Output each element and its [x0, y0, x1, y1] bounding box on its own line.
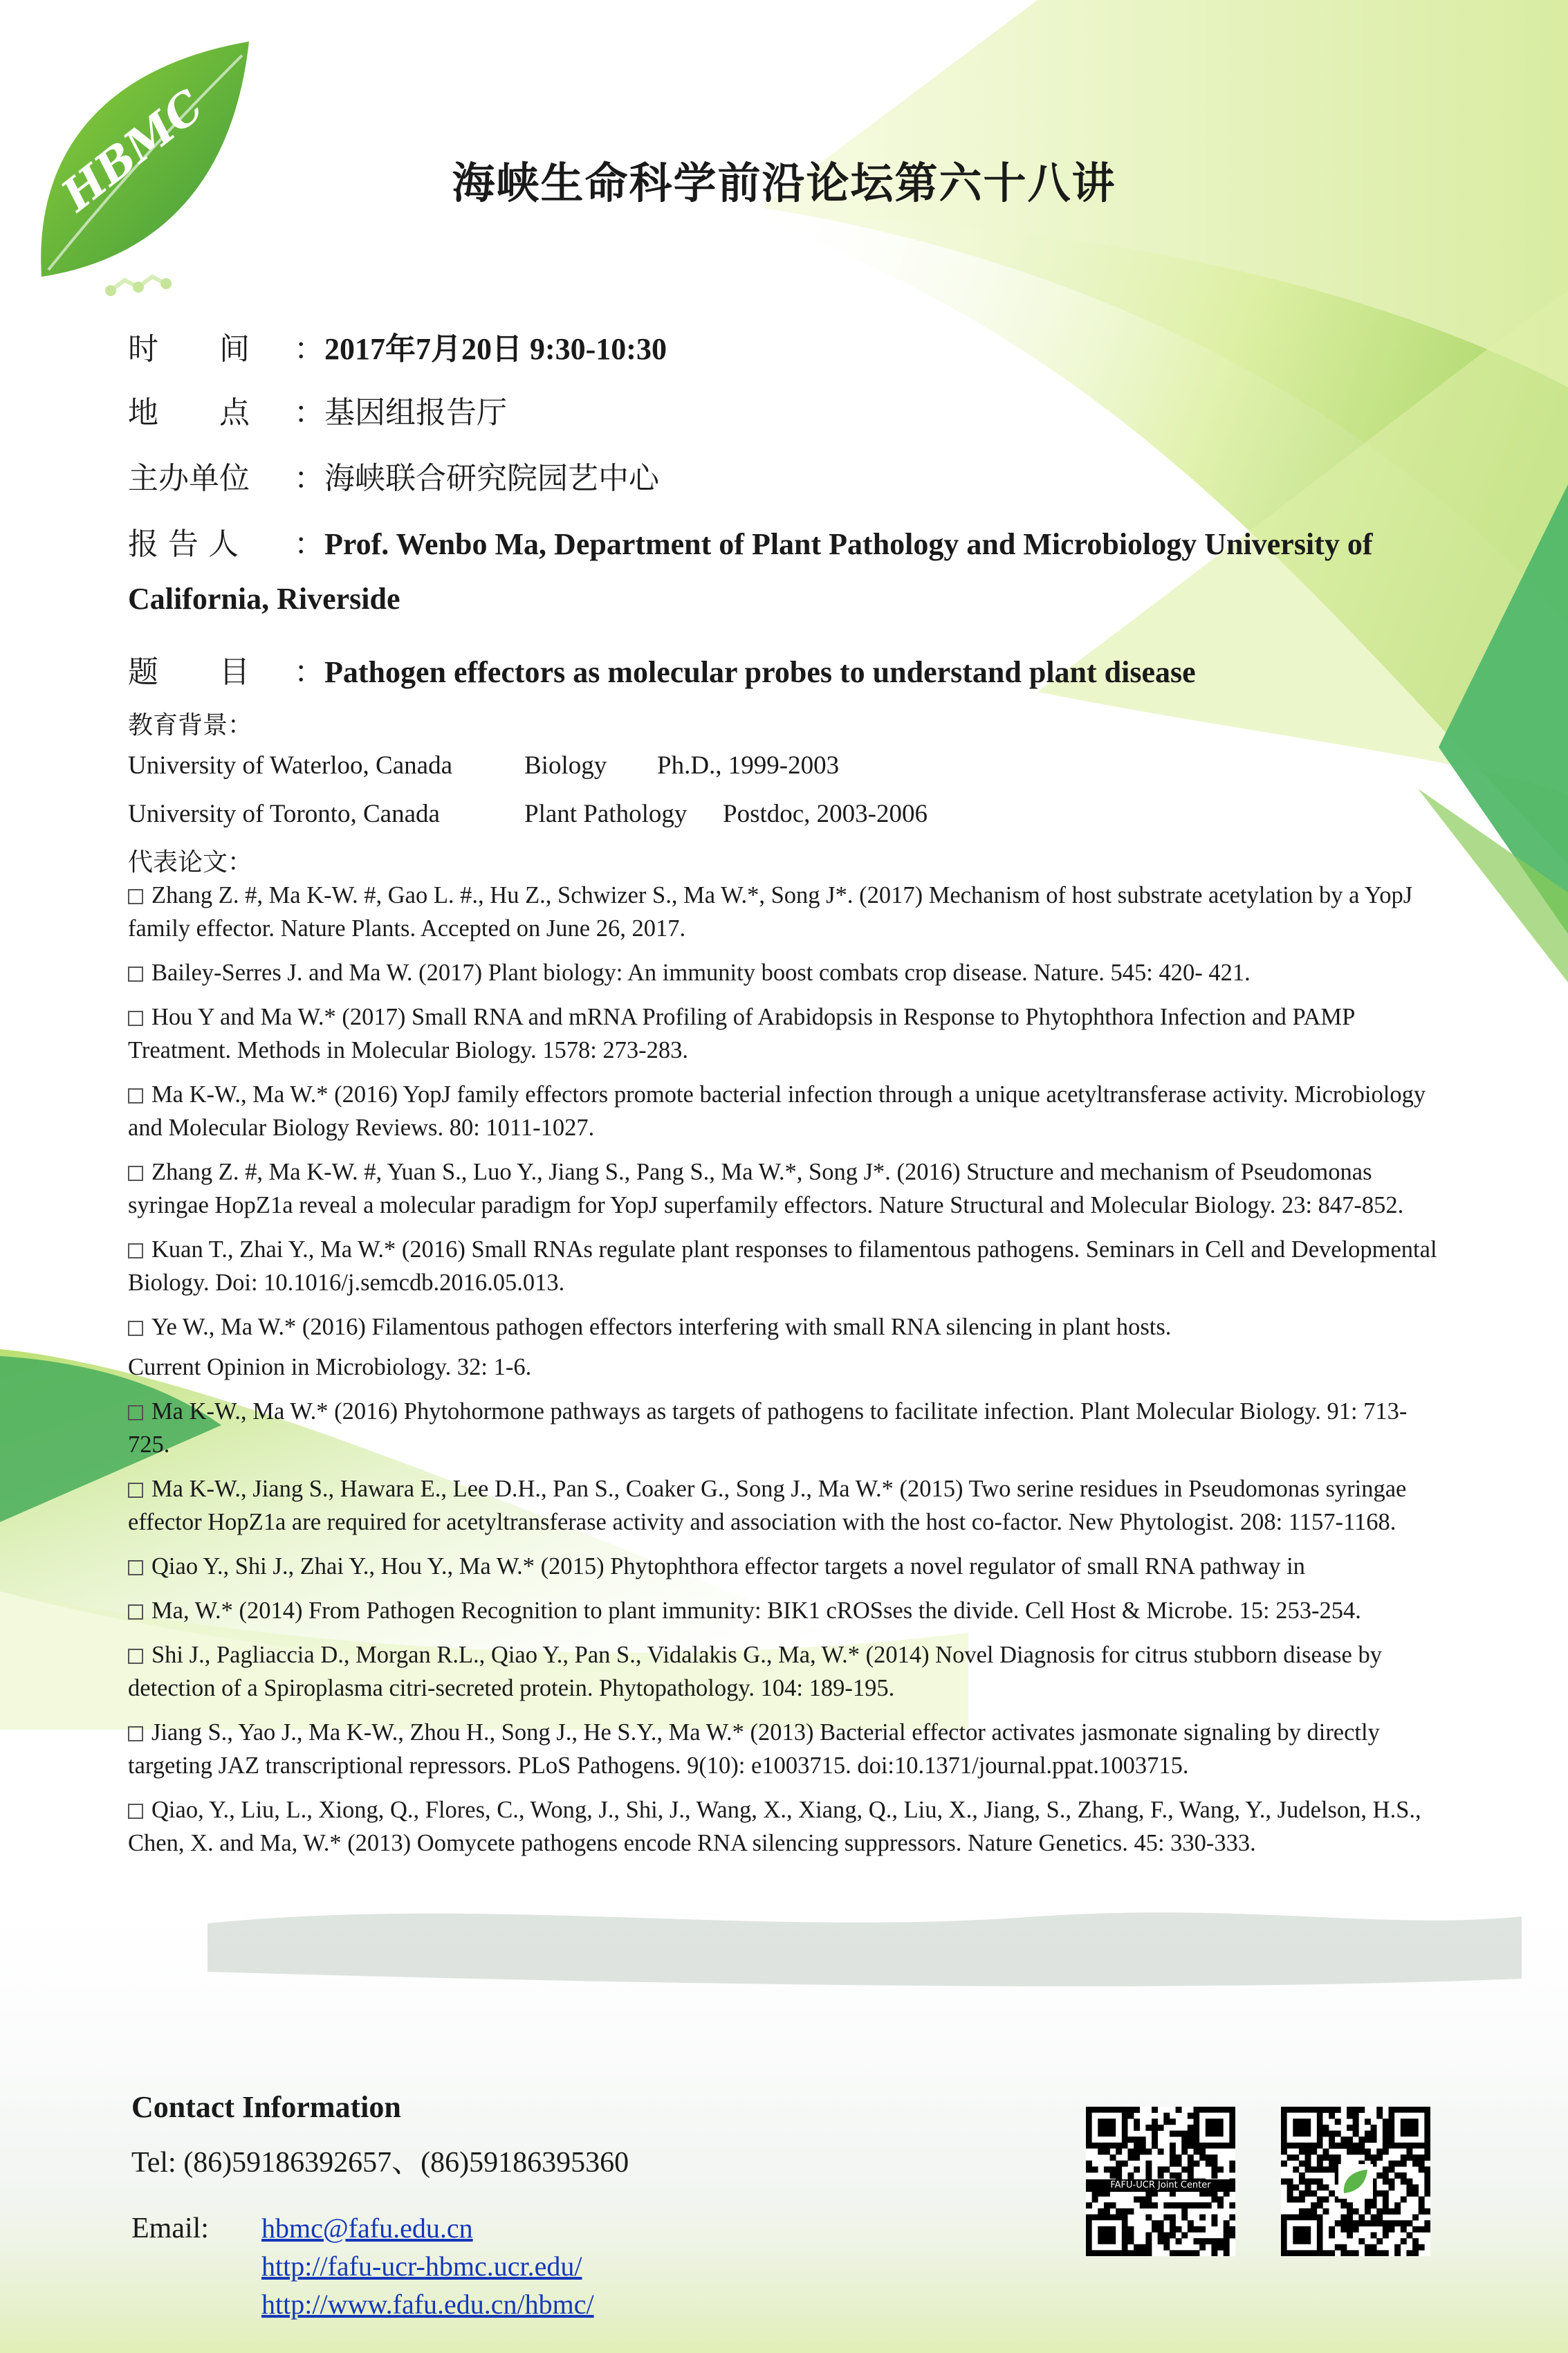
education-heading: 教育背景： — [128, 711, 253, 740]
publication-text: Bailey-Serres J. and Ma W. (2017) Plant biology: An immunity boost combats crop disease. Nature. 545: 420- 421. — [151, 960, 1251, 986]
publication-item — [128, 1395, 1442, 1461]
education-degree: Postdoc, 2003-2006 — [723, 800, 928, 828]
publication-item — [128, 1351, 1442, 1384]
contact-tel: Tel: (86)59186392657、(86)59186395360 — [131, 2147, 629, 2179]
info-speaker-label: 报 告 人 — [128, 527, 239, 562]
publication-text: Ma K-W., Ma W.* (2016) Phytohormone pathways as targets of pathogens to facilitate infection. Plant Molecular Biology. 91: 713-725. — [128, 1398, 1408, 1458]
publications-heading: 代表论文： — [128, 848, 253, 877]
info-time: 时 间 ：2017年7月20日 9:30-10:30 — [128, 324, 667, 368]
checkbox-bullet-icon — [128, 1726, 143, 1741]
publication-item — [128, 1638, 1442, 1705]
publication-text: Qiao, Y., Liu, L., Xiong, Q., Flores, C., Wong, J., Shi, J., Wang, X., Xiang, Q., Liu, X., Jiang, S., Zhang, F., Wang, Y., Judelson, H.S., Chen, X. and Ma, W.* (2013) Oomycete pathogens encode RNA silencing suppressors. Nature Genetics. 45: 330-333. — [128, 1797, 1421, 1856]
education-field: Biology — [524, 751, 607, 780]
publication-text: Ma K-W., Ma W.* (2016) YopJ family effectors promote bacterial infection through a unique acetyltransferase activity. Microbiology and Molecular Biology Reviews. 80: 1011-1027. — [128, 1081, 1426, 1141]
publication-item — [128, 1155, 1442, 1222]
publication-item — [128, 1472, 1442, 1539]
publication-item — [128, 1233, 1442, 1299]
education-degree: Ph.D., 1999-2003 — [657, 751, 840, 780]
checkbox-bullet-icon — [128, 1804, 143, 1819]
publication-item — [128, 1000, 1442, 1067]
publication-text: Zhang Z. #, Ma K-W. #, Yuan S., Luo Y., Jiang S., Pang S., Ma W.*, Song J*. (2016) Structure and mechanism of Pseudomonas syringae HopZ1a reveal a molecular paradigm for YopJ superfamily effectors. Nature Structural and Molecular Biology. 23: 847-852. — [128, 1159, 1404, 1218]
info-topic: 题 目 ：Pathogen effectors as molecular probes to understand plant disease — [128, 647, 1196, 691]
contact-heading: Contact Information — [131, 2090, 401, 2124]
info-time-value: 2017年7月20日 9:30-10:30 — [324, 332, 667, 366]
checkbox-bullet-icon — [128, 967, 143, 982]
website-link-fafu[interactable]: http://www.fafu.edu.cn/hbmc/ — [261, 2289, 594, 2320]
publication-text: Current Opinion in Microbiology. 32: 1-6. — [128, 1354, 532, 1380]
checkbox-bullet-icon — [128, 1604, 143, 1620]
checkbox-bullet-icon — [128, 1088, 143, 1104]
publication-item — [128, 1793, 1442, 1860]
publication-item — [128, 1310, 1442, 1344]
publication-item — [128, 1550, 1442, 1583]
info-speaker-line2: California, Riverside — [128, 582, 400, 616]
publication-text: Zhang Z. #, Ma K-W. #, Gao L. #., Hu Z., Schwizer S., Ma W.*, Song J*. (2017) Mechanism of host substrate acetylation by a YopJ family effector. Nature Plants. Accepted on June 26, 2017. — [128, 882, 1413, 942]
hbmc-logo — [35, 28, 263, 304]
publication-text: Jiang S., Yao J., Ma K-W., Zhou H., Song J., He S.Y., Ma W.* (2013) Bacterial effector activates jasmonate signaling by directly targeting JAZ transcriptional repressors. PLoS Pathogens. 9(10): e1003715. doi:10.1371/journal.ppat.1003715. — [128, 1719, 1380, 1779]
info-host-value: 海峡联合研究院园艺中心 — [324, 461, 659, 496]
checkbox-bullet-icon — [128, 1483, 143, 1498]
publication-text: Ma, W.* (2014) From Pathogen Recognition to plant immunity: BIK1 cROSses the divide. Cell Host & Microbe. 15: 253-254. — [151, 1597, 1361, 1624]
publication-text: Qiao Y., Shi J., Zhai Y., Hou Y., Ma W.* (2015) Phytophthora effector targets a novel regulator of small RNA pathway in — [151, 1553, 1305, 1580]
checkbox-bullet-icon — [128, 1011, 143, 1026]
publication-text: Kuan T., Zhai Y., Ma W.* (2016) Small RNAs regulate plant responses to filamentous pathogens. Seminars in Cell and Developmental Biology. Doi: 10.1016/j.semcdb.2016.05.013. — [128, 1236, 1437, 1296]
info-topic-value: Pathogen effectors as molecular probes to understand plant disease — [324, 655, 1196, 689]
email-link[interactable]: hbmc@fafu.edu.cn — [261, 2213, 473, 2244]
education-school: University of Waterloo, Canada — [128, 751, 452, 780]
publication-item — [128, 879, 1442, 945]
publication-item — [128, 1078, 1442, 1144]
checkbox-bullet-icon — [128, 1405, 143, 1420]
info-host: 主办单位 ：海峡联合研究院园艺中心 — [128, 453, 659, 497]
publication-text: Shi J., Pagliaccia D., Morgan R.L., Qiao Y., Pan S., Vidalakis G., Ma, W.* (2014) Novel Diagnosis for citrus stubborn disease by detection of a Spiroplasma citri-secreted protein. Phytopathology. 104: 189-195. — [128, 1642, 1382, 1701]
contact-email-label: Email: — [131, 2213, 209, 2244]
info-place: 地 点 ：基因组报告厅 — [128, 387, 507, 432]
website-link-ucr[interactable]: http://fafu-ucr-hbmc.ucr.edu/ — [261, 2251, 582, 2282]
checkbox-bullet-icon — [128, 1649, 143, 1664]
info-speaker-value: Prof. Wenbo Ma, Department of Plant Pathology and Microbiology University of — [324, 527, 1373, 561]
publication-text: Ma K-W., Jiang S., Hawara E., Lee D.H., Pan S., Coaker G., Song J., Ma W.* (2015) Two serine residues in Pseudomonas syringae effector HopZ1a are required for acetyltransferase activity and association with the host co-factor. New Phytologist. 208: 1157-1168. — [128, 1476, 1407, 1535]
info-host-label: 主办单位 — [128, 461, 250, 496]
logo-text: HBMC — [52, 80, 213, 222]
publication-text: Ye W., Ma W.* (2016) Filamentous pathogen effectors interfering with small RNA silencing in plant hosts. — [151, 1314, 1172, 1340]
education-field: Plant Pathology — [524, 800, 688, 828]
education-row — [128, 751, 1096, 785]
info-place-label: 地 点 — [128, 395, 250, 430]
qr-logo-icon — [1338, 2164, 1373, 2199]
checkbox-bullet-icon — [128, 1321, 143, 1336]
publication-list — [128, 879, 1442, 1871]
checkbox-bullet-icon — [128, 1560, 143, 1575]
checkbox-bullet-icon — [128, 889, 143, 904]
publication-text: Hou Y and Ma W.* (2017) Small RNA and mRNA Profiling of Arabidopsis in Response to Phytophthora Infection and PAMP Treatment. Methods in Molecular Biology. 1578: 273-283. — [128, 1004, 1355, 1063]
info-speaker: 报 告 人 ：Prof. Wenbo Ma, Department of Plant Pathology and Microbiology University of — [128, 519, 1372, 563]
checkbox-bullet-icon — [128, 1243, 143, 1258]
page-title: 海峡生命科学前沿论坛第六十八讲 — [452, 158, 1116, 208]
checkbox-bullet-icon — [128, 1166, 143, 1181]
info-place-value: 基因组报告厅 — [324, 395, 507, 430]
education-row — [128, 799, 1096, 834]
publication-item — [128, 1716, 1442, 1782]
publication-item — [128, 956, 1442, 989]
info-time-label: 时 间 — [128, 331, 250, 367]
education-school: University of Toronto, Canada — [128, 800, 440, 828]
publication-item — [128, 1594, 1442, 1627]
qr-caption: FAFU-UCR Joint Center — [1086, 2179, 1235, 2192]
info-topic-label: 题 目 — [128, 654, 250, 690]
